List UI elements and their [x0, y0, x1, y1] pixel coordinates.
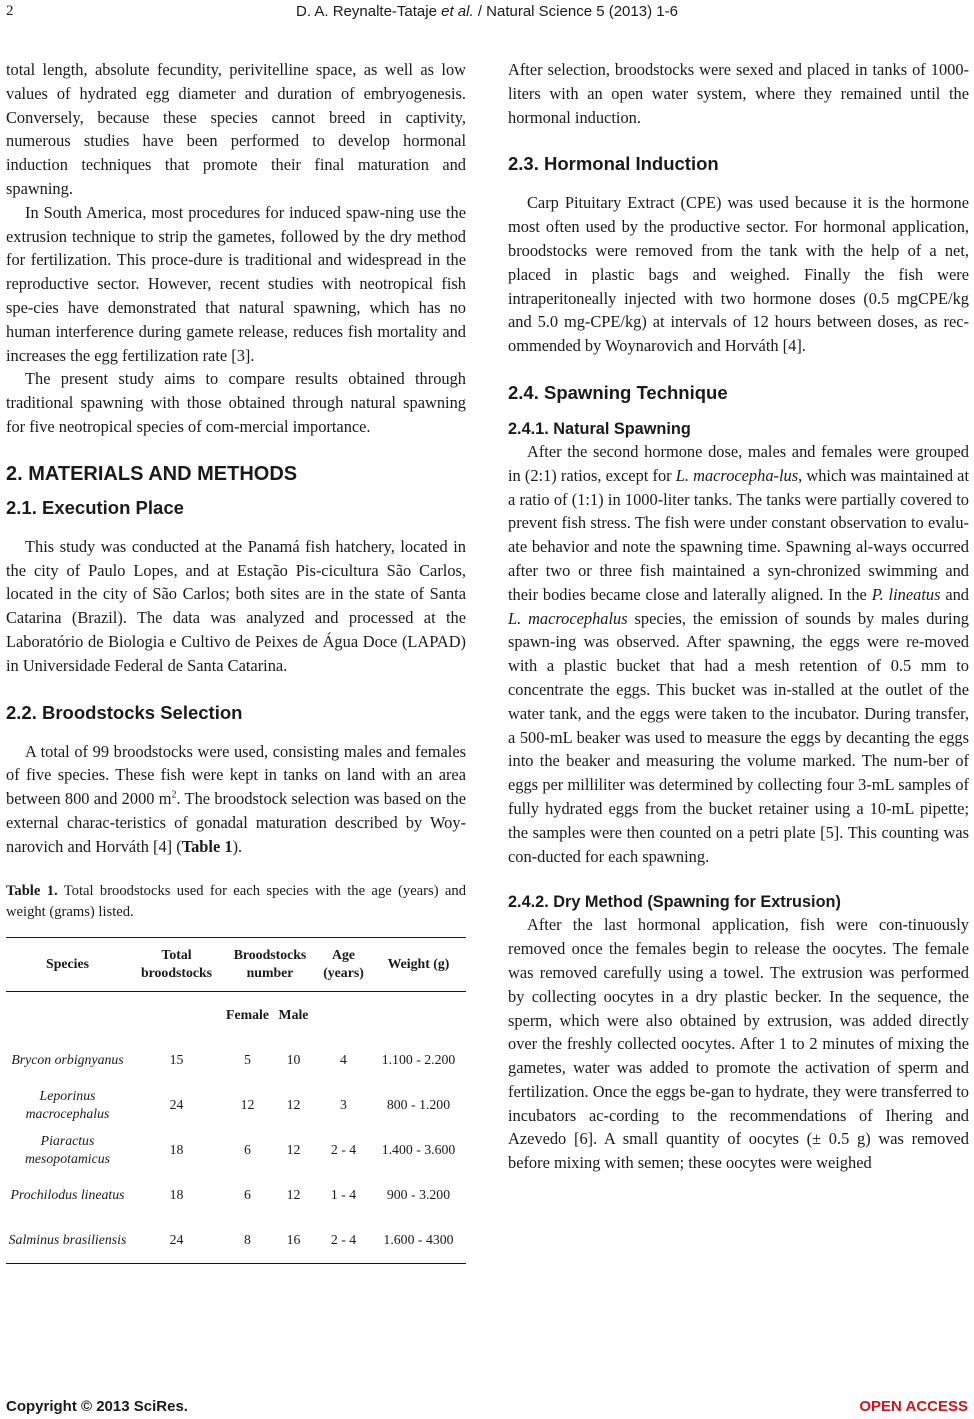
- cell-age: 3: [340, 1097, 347, 1113]
- cell-age: 4: [340, 1052, 347, 1068]
- table-caption: [6, 881, 466, 923]
- cell-female: 6: [244, 1142, 251, 1158]
- body-paragraph: total length, absolute fecundity, perivitelline space, as well as low values of hydrated egg diameter and duration of embryogenesis. Conversely, because these species cannot breed in captivity, numerous studies have been performed to develop hormonal induction techniques that promote their final maturation and spawning.: [6, 60, 466, 198]
- cell-female: 8: [224, 1218, 271, 1264]
- footer-open-access: OPEN ACCESS: [859, 1398, 968, 1415]
- body-paragraph: The present study aims to compare results obtained through traditional spawning with those obtained through natural spawning for five neotropical species of com-mercial importance.: [6, 369, 466, 436]
- running-header-etal: et al.: [441, 3, 474, 20]
- superscript: 2: [171, 789, 177, 801]
- table-caption-label: Table 1.: [6, 882, 58, 899]
- cell-species: Piaractus mesopotamicus: [24, 1133, 111, 1167]
- cell-total: 18: [169, 1187, 184, 1203]
- cell-total: 24: [129, 1218, 224, 1264]
- cell-age: 2 - 4: [316, 1218, 371, 1264]
- cell-female: 12: [240, 1097, 255, 1113]
- cell-male: 12: [286, 1142, 301, 1158]
- section-heading: 2. MATERIALS AND METHODS: [6, 462, 298, 485]
- cell-weight: 1.100 - 2.200: [381, 1052, 456, 1068]
- left-column: [6, 58, 466, 1264]
- header-species: Species: [6, 937, 129, 991]
- running-header-journal: / Natural Science 5 (2013) 1-6: [473, 3, 678, 20]
- subheader-female: Female: [226, 1006, 269, 1022]
- subheader-male: Male: [278, 1006, 309, 1022]
- header-age: Age (years): [316, 937, 371, 991]
- body-paragraph: Carp Pituitary Extract (CPE) was used because it is the hormone most often used by the productive sector. For hormonal application, broodstocks were removed from the tank with the help of a net, placed in plastic bags and weighed. Finally the fish were intraperitoneally injected with two hormone doses (0.5 mgCPE/kg and 5.0 mg-CPE/kg) at intervals of 12 hours between doses, as rec-ommended by Woynarovich and Horváth [4].: [508, 193, 969, 356]
- table-row: [6, 1173, 466, 1218]
- cell-species: Leporinus macrocephalus: [25, 1088, 110, 1122]
- subsection-heading: 2.4. Spawning Technique: [508, 381, 728, 403]
- cell-weight: 800 - 1.200: [386, 1097, 451, 1113]
- cell-female: 5: [244, 1052, 251, 1068]
- cell-weight: 900 - 3.200: [386, 1187, 451, 1203]
- running-header: [0, 3, 974, 20]
- subsubsection-heading: 2.4.2. Dry Method (Spawning for Extrusion): [508, 893, 841, 912]
- body-paragraph: In South America, most procedures for induced spaw-ning use the extrusion technique to strip the gametes, followed by the dry method for fertilization. This proce-dure is traditional and widespread in the reproductive sector. However, recent studies with neotropical fish spe-cies have demonstrated that natural spawning, which has no human interference during gamete release, reduces fish mortality and increases the egg fertilization rate [3].: [6, 202, 466, 365]
- page-number: 2: [6, 3, 14, 19]
- header-total: Total broodstocks: [129, 937, 224, 991]
- body-paragraph: This study was conducted at the Panamá fish hatchery, located in the city of Paulo Lopes, and at Estação Pis-cicultura São Carlos, located in the city of São Carlos; both sites are in the state of Santa Catarina (Brazil). The data was analyzed and processed at the Laboratório de Biologia e Cultivo de Peixes de Água Doce (LAPAD) in Universidade Federal de Santa Catarina.: [6, 536, 466, 675]
- table-reference: Table 1: [181, 836, 233, 856]
- cell-species: Brycon orbignyanus: [11, 1052, 124, 1068]
- subsection-heading: 2.3. Hormonal Induction: [508, 153, 719, 175]
- cell-female: 6: [244, 1187, 251, 1203]
- footer-copyright: Copyright © 2013 SciRes.: [6, 1398, 188, 1415]
- body-paragraph: After the second hormone dose, males and females were grouped in (2:1) ratios, except for L. macrocepha-lus, which was maintained at a ratio of (1:1) in 1000-liter tanks. The tanks were partially covered to prevent fish stress. The fish were under constant observation to evalu-ate behavior and note the spawning time. Spawning al-ways occurred after two or three fish maintained a syn-chronized swimming and their bodies became close and laterally aligned. In the P. lineatus and L. macrocephalus species, the emission of sounds by males during spawn-ing was observed. After spawning, the eggs were re-moved with a plastic bucket that had a mesh retention of 0.5 mm to concentrate the eggs. This bucket was in-stalled at the outlet of the water tank, and the eggs were taken to the incubator. During transfer, a 500-mL beaker was used to measure the eggs by decanting the eggs into the beaker and measuring the volume marked. The num-ber of eggs per milliliter was determined by collecting four 3-mL samples of fully hydrated eggs from the bucket retainer using a 10-mL pipette; the samples were then counted on a petri plate [5]. This counting was con-ducted for each spawning.: [508, 441, 969, 866]
- subsection-heading: 2.1. Execution Place: [6, 496, 184, 518]
- cell-species: Prochilodus lineatus: [10, 1187, 125, 1203]
- cell-age: 2 - 4: [330, 1142, 357, 1158]
- table-row: [6, 1083, 466, 1128]
- subsection-heading: 2.2. Broodstocks Selection: [6, 701, 243, 723]
- broodstock-table: [6, 937, 466, 1264]
- cell-male: 10: [286, 1052, 301, 1068]
- cell-total: 24: [169, 1097, 184, 1113]
- cell-total: 18: [169, 1142, 184, 1158]
- table-row: [6, 1128, 466, 1173]
- cell-male: 12: [286, 1097, 301, 1113]
- body-paragraph: A total of 99 broodstocks were used, consisting males and females of five species. These fish were kept in tanks on land with an area between 800 and 2000 $m^2$. The broodstock selection was based on the external charac-teristics of gonadal maturation described by Woy-narovich and Horváth [4] (Table 1).: [6, 741, 466, 856]
- cell-total: 15: [169, 1052, 184, 1068]
- right-column: [508, 58, 969, 1175]
- cell-age: 1 - 4: [330, 1187, 357, 1203]
- cell-weight: 1.600 - 4300: [371, 1218, 466, 1264]
- header-weight: Weight (g): [371, 937, 466, 991]
- body-paragraph: After the last hormonal application, fish were con-tinuously removed once the females begin to release the oocytes. The female was removed carefully using a towel. The extrusion was performed by collecting oocytes in a dry plastic becker. In the sequence, the sperm, which were also obtained by extrusion, was added directly over the freshly collected oocytes. After 1 to 2 minutes of mixing the gametes, water was added to promote the activation of sperm and fertilization. Once the eggs be-gan to hydrate, they were transferred to incubators ac-cording to the recommendations of Ihering and Azevedo [6]. A small quantity of oocytes (± 0.5 g) was removed before mixing with semen; these oocytes were weighed: [508, 915, 969, 1173]
- cell-species: Salminus brasiliensis: [6, 1218, 129, 1264]
- cell-male: 12: [286, 1187, 301, 1203]
- cell-male: 16: [271, 1218, 316, 1264]
- running-header-authors: D. A. Reynalte-Tataje: [296, 3, 442, 20]
- table-row: [6, 1218, 466, 1264]
- header-number: Broodstocks number: [224, 937, 316, 991]
- cell-weight: 1.400 - 3.600: [381, 1142, 456, 1158]
- subsubsection-heading: 2.4.1. Natural Spawning: [508, 419, 691, 438]
- table-row: [6, 1038, 466, 1083]
- table-caption-text: Total broodstocks used for each species with the age (years) and weight (grams) listed.: [6, 882, 466, 920]
- body-paragraph: After selection, broodstocks were sexed and placed in tanks of 1000-liters with an open water system, where they remained until the hormonal induction.: [508, 60, 969, 127]
